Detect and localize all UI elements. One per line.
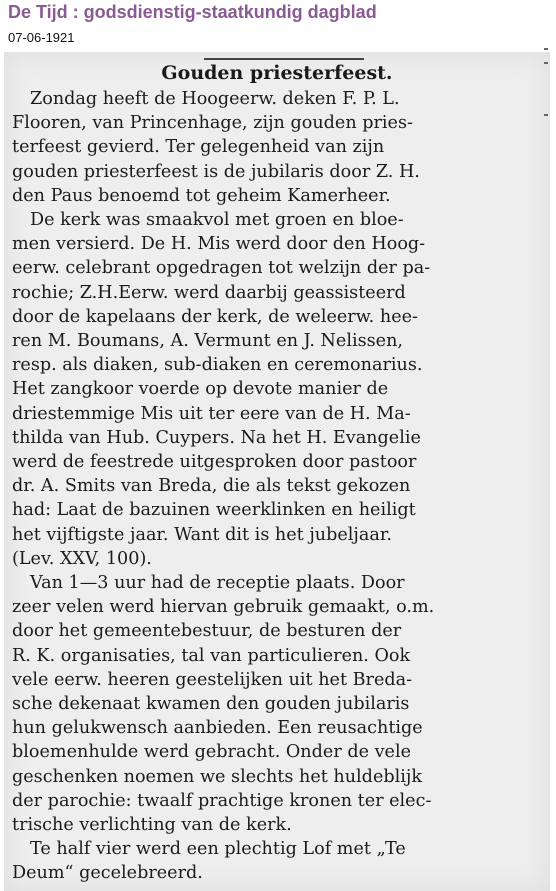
publication-date: 07-06-1921 xyxy=(8,30,75,45)
article-line: Te half vier werd een plechtig Lof met „Te xyxy=(30,839,406,860)
article-line: vele eerw. heeren geestelijken uit het Breda- xyxy=(12,669,413,690)
newspaper-clipping xyxy=(4,52,550,891)
article-line: het vijftigste jaar. Want dit is het jubeljaar. xyxy=(12,524,392,545)
article-line: (Lev. XXV, 100). xyxy=(12,548,152,569)
article-line: der parochie: twaalf prachtige kronen ter elec- xyxy=(12,790,432,811)
article-title: Gouden priesterfeest. xyxy=(161,62,393,84)
article-line: Zondag heeft de Hoogeerw. deken F. P. L. xyxy=(30,89,400,109)
article-line: gouden priesterfeest is de jubilaris door Z. H. xyxy=(12,161,420,182)
article-line: bloemenhulde werd gebracht. Onder de vele xyxy=(12,742,411,763)
article-line: hun gelukwensch aanbieden. Een reusachtige xyxy=(12,718,423,739)
article-line: ren M. Boumans, A. Vermunt en J. Nelissen, xyxy=(12,331,403,351)
article-line: eerw. celebrant opgedragen tot welzijn der pa- xyxy=(12,258,431,279)
edge-mark xyxy=(544,48,548,50)
article-line: trische verlichting van de kerk. xyxy=(12,815,292,835)
article-line: zeer velen werd hiervan gebruik gemaakt, o.m. xyxy=(12,597,435,618)
article-line: den Paus benoemd tot geheim Kamerheer. xyxy=(12,185,391,206)
article-line: De kerk was smaakvol met groen en bloe- xyxy=(30,210,404,230)
article-line: Flooren, van Princenhage, zijn gouden pries- xyxy=(12,113,413,134)
article-line: men versierd. De H. Mis werd door den Hoog- xyxy=(12,234,426,255)
article-line: geschenken noemen we slechts het huldeblijk xyxy=(12,766,422,787)
article-line: Het zangkoor voerde op devote manier de xyxy=(12,379,389,400)
article-line: sche dekenaat kwamen den gouden jubilaris xyxy=(12,694,410,714)
article-line: werd de feestrede uitgesproken door pastoor xyxy=(12,452,417,472)
article-line: terfeest gevierd. Ter gelegenheid van zijn xyxy=(12,137,385,158)
article-line: door de kapelaans der kerk, de weleerw. hee- xyxy=(12,306,418,327)
article-line: rochie; Z.H.Eerw. werd daarbij geassisteerd xyxy=(12,282,406,303)
article-line: Van 1—3 uur had de receptie plaats. Door xyxy=(30,573,405,593)
article-line: dr. A. Smits van Breda, die als tekst gekozen xyxy=(12,476,411,497)
top-rule xyxy=(204,58,364,60)
article-line: resp. als diaken, sub-diaken en ceremonarius. xyxy=(12,355,423,376)
article-line: R. K. organisaties, tal van particulieren. Ook xyxy=(12,645,411,666)
publication-title: De Tijd : godsdienstig-staatkundig dagblad xyxy=(8,2,377,22)
masthead xyxy=(0,0,556,50)
article-line: thilda van Hub. Cuypers. Na het H. Evangelie xyxy=(12,427,421,448)
article-line: had: Laat de bazuinen weerklinken en heiligt xyxy=(12,500,416,521)
article-line: Deum“ gecelebreerd. xyxy=(12,863,203,884)
article-line: door het gemeentebestuur, de besturen der xyxy=(12,621,402,642)
article-line: driestemmige Mis uit ter eere van de H. Ma- xyxy=(12,403,411,424)
edge-mark xyxy=(544,114,548,116)
